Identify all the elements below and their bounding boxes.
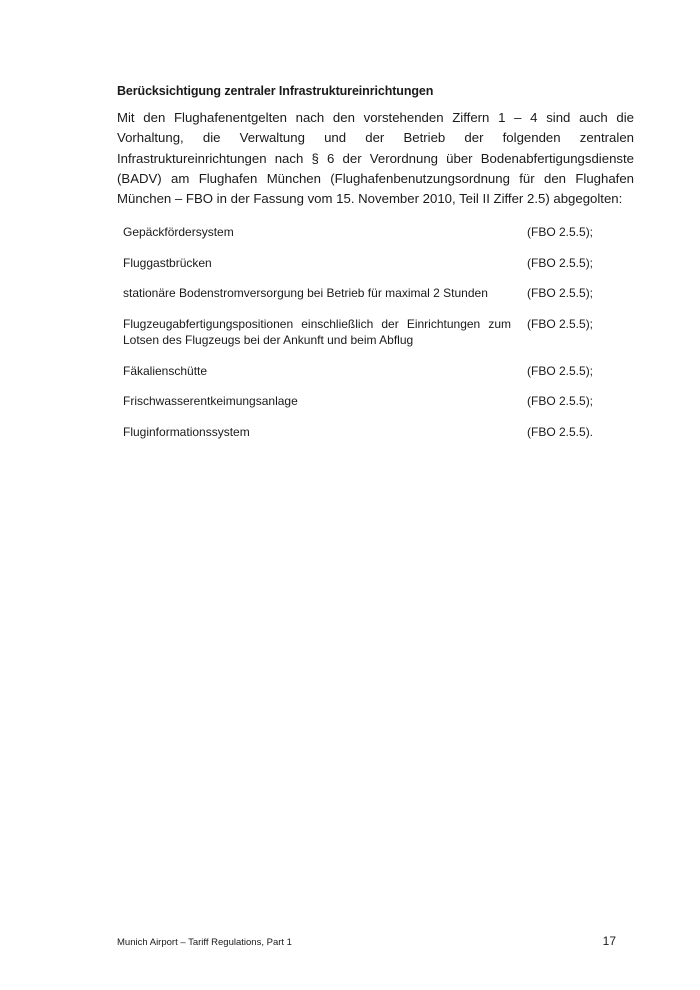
item-label: stationäre Bodenstromversorgung bei Betrieb für maximal 2 Stunden: [123, 286, 488, 300]
item-reference: (FBO 2.5.5);: [527, 255, 594, 270]
item-label: Flugzeugabfertigungspositionen einschließlich der Einrichtungen zum Lotsen des Flugzeugs bei der Ankunft und beim Abflug: [123, 316, 511, 347]
page-number: 17: [602, 934, 616, 948]
list-item: [123, 224, 593, 241]
item-reference: (FBO 2.5.5);: [527, 363, 594, 378]
infrastructure-list: [123, 224, 593, 454]
list-item: [123, 255, 593, 272]
item-reference: (FBO 2.5.5).: [527, 424, 594, 439]
footer-text: Munich Airport – Tariff Regulations, Part 1: [117, 937, 292, 948]
list-item: [123, 393, 593, 410]
item-reference: (FBO 2.5.5);: [527, 225, 594, 239]
list-item: [123, 285, 593, 302]
item-label: Fluginformationssystem: [123, 424, 250, 439]
list-item: [123, 363, 593, 380]
item-reference: (FBO 2.5.5);: [527, 394, 594, 408]
item-label: Fluggastbrücken: [123, 255, 212, 270]
item-label: Gepäckfördersystem: [123, 225, 234, 239]
list-item: [123, 316, 593, 349]
item-label: Frischwasserentkeimungsanlage: [123, 394, 298, 408]
item-label: Fäkalienschütte: [123, 363, 208, 378]
item-reference: (FBO 2.5.5);: [527, 316, 594, 331]
item-reference: (FBO 2.5.5);: [527, 286, 594, 300]
section-heading: Berücksichtigung zentraler Infrastruktureinrichtungen: [117, 84, 434, 98]
list-item: [123, 424, 593, 441]
intro-paragraph: Mit den Flughafenentgelten nach den vorstehenden Ziffern 1 – 4 sind auch die Vorhaltung, die Verwaltung und der Betrieb der folgenden zentralen Infrastruktureinrichtungen nach § 6 der Verordnung über Bodenabfertigungsdienste (BADV) am Flughafen München (Flughafenbenutzungsordnung für den Flughafen München – FBO in der Fassung vom 15. November 2010, Teil II Ziffer 2.5) abgegolten:: [117, 110, 634, 207]
